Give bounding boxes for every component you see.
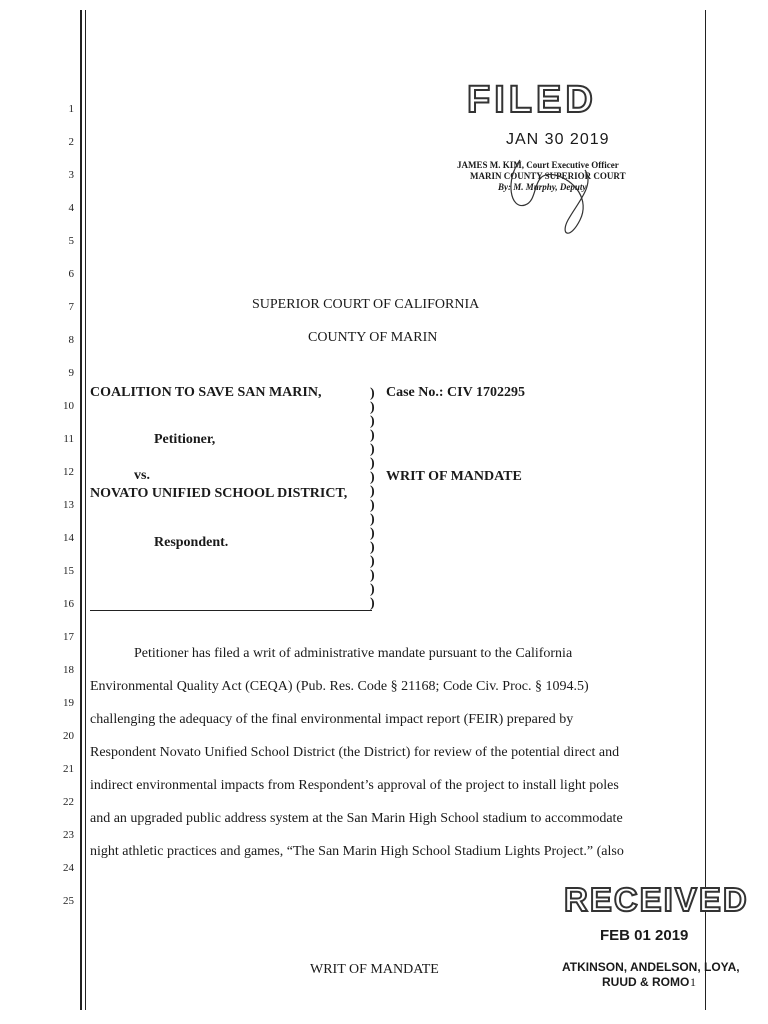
case-number: Case No.: CIV 1702295: [386, 385, 525, 400]
line-number: 19: [63, 697, 74, 709]
line-number: 7: [68, 301, 74, 313]
line-number: 22: [63, 796, 74, 808]
caption-bottom-rule: [90, 610, 372, 611]
body-line: and an upgraded public address system at the San Marin High School stadium to accommodate: [90, 811, 623, 826]
line-number: 1: [68, 103, 74, 115]
filed-stamp-officer: JAMES M. KIM, Court Executive Officer: [457, 160, 619, 170]
filed-stamp-label: FILED: [467, 79, 597, 121]
page-number: 1: [690, 975, 696, 989]
footer-title: WRIT OF MANDATE: [310, 962, 439, 977]
petitioner-name: COALITION TO SAVE SAN MARIN,: [90, 385, 322, 400]
line-number: 9: [68, 367, 74, 379]
court-name: SUPERIOR COURT OF CALIFORNIA: [252, 297, 480, 312]
left-margin-rule-outer: [80, 10, 82, 1010]
line-number: 21: [63, 763, 74, 775]
received-stamp-date: FEB 01 2019: [600, 927, 689, 944]
body-line: indirect environmental impacts from Respondent’s approval of the project to install light poles: [90, 778, 619, 793]
respondent-role: Respondent.: [154, 535, 229, 550]
line-number: 5: [68, 235, 74, 247]
line-number: 25: [63, 895, 74, 907]
signature-mark: [500, 150, 610, 245]
body-line: challenging the adequacy of the final environmental impact report (FEIR) prepared by: [90, 712, 574, 727]
line-number: 14: [63, 532, 74, 544]
court-county: COUNTY OF MARIN: [308, 330, 438, 345]
line-number: 24: [63, 862, 74, 874]
caption-paren-column: ) ) ) ) ) ) ) ) ) ) ) ) ) ) ) ): [370, 386, 375, 611]
line-number: 16: [63, 598, 74, 610]
filed-stamp-date: JAN 30 2019: [506, 131, 610, 148]
filed-stamp-court: MARIN COUNTY SUPERIOR COURT: [470, 171, 626, 181]
received-stamp-firm-2: RUUD & ROMO: [602, 975, 690, 989]
line-number: 6: [68, 268, 74, 280]
line-number: 20: [63, 730, 74, 742]
line-number: 8: [68, 334, 74, 346]
body-line: night athletic practices and games, “The San Marin High School Stadium Lights Project.” (also: [90, 844, 624, 859]
line-number: 13: [63, 499, 74, 511]
line-number: 23: [63, 829, 74, 841]
received-stamp-firm-1: ATKINSON, ANDELSON, LOYA,: [562, 960, 740, 974]
line-number: 18: [63, 664, 74, 676]
versus: vs.: [134, 468, 150, 483]
right-margin-rule: [705, 10, 706, 1010]
filed-stamp-deputy: By: M. Murphy, Deputy: [498, 182, 587, 192]
line-number: 3: [68, 169, 74, 181]
body-line: Petitioner has filed a writ of administrative mandate pursuant to the California: [134, 646, 573, 661]
line-number: 2: [68, 136, 74, 148]
petitioner-role: Petitioner,: [154, 432, 216, 447]
line-number: 10: [63, 400, 74, 412]
received-stamp-label: RECEIVED: [564, 881, 749, 918]
line-number: 15: [63, 565, 74, 577]
left-margin-rule-inner: [85, 10, 86, 1010]
document-title: WRIT OF MANDATE: [386, 469, 522, 484]
line-number: 4: [68, 202, 74, 214]
respondent-name: NOVATO UNIFIED SCHOOL DISTRICT,: [90, 486, 348, 501]
body-line: Respondent Novato Unified School District (the District) for review of the potential direct and: [90, 745, 620, 760]
line-number: 11: [63, 433, 74, 445]
line-number: 12: [63, 466, 74, 478]
body-line: Environmental Quality Act (CEQA) (Pub. Res. Code § 21168; Code Civ. Proc. § 1094.5): [90, 679, 589, 694]
line-number: 17: [63, 631, 74, 643]
